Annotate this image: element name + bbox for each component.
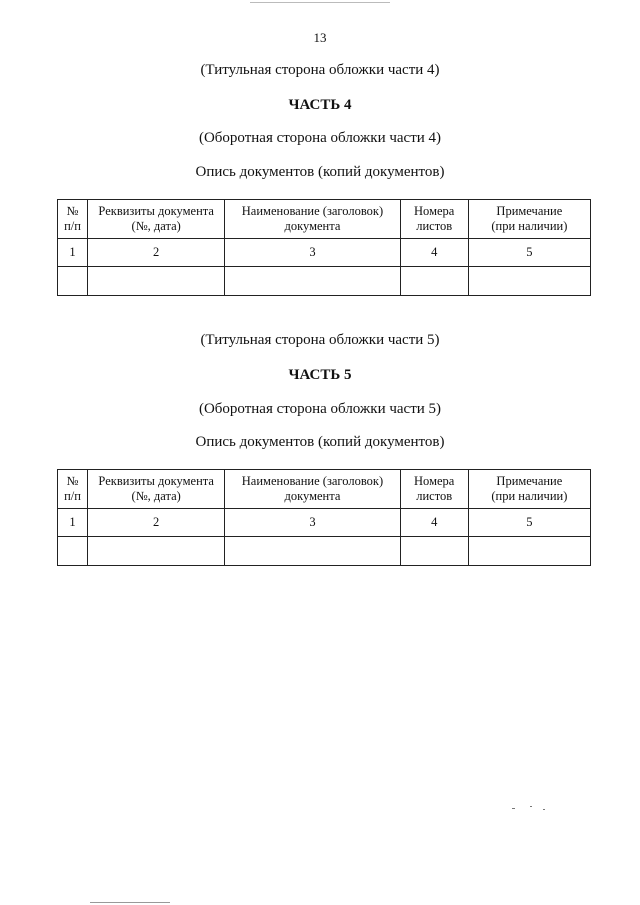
table-cell: 4 [400, 239, 468, 267]
inventory-table [57, 199, 591, 296]
header-cell-name: Наименование (заголовок) документа [225, 470, 400, 509]
table-cell: 4 [400, 509, 468, 537]
table-cell: 2 [88, 239, 225, 267]
header-cell-name: Наименование (заголовок) документа [225, 200, 400, 239]
table-cell [58, 537, 88, 566]
inventory-title: Опись документов (копий документов) [195, 434, 445, 450]
scan-mark [543, 809, 545, 810]
table-cell [225, 537, 400, 566]
header-cell-requisites: Реквизиты документа (№, дата) [88, 470, 225, 509]
table-empty-row [58, 267, 591, 296]
scan-mark [90, 902, 170, 903]
part-heading: ЧАСТЬ 5 [288, 367, 352, 383]
back-side-caption: (Оборотная сторона обложки части 4) [198, 130, 442, 146]
header-cell-sheets: Номера листов [400, 200, 468, 239]
scan-mark [512, 808, 515, 809]
inventory-title: Опись документов (копий документов) [195, 164, 445, 180]
title-side-caption: (Титульная сторона обложки части 4) [200, 62, 440, 78]
page-number: 13 [313, 30, 327, 45]
table-cell: 5 [468, 239, 590, 267]
header-cell-sheets: Номера листов [400, 470, 468, 509]
table-cell [88, 537, 225, 566]
table-cell: 5 [468, 509, 590, 537]
back-side-caption: (Оборотная сторона обложки части 5) [198, 401, 442, 417]
header-cell-requisites: Реквизиты документа (№, дата) [88, 200, 225, 239]
table-cell: 1 [58, 239, 88, 267]
table-cell [468, 267, 590, 296]
table-cell: 3 [225, 509, 400, 537]
table-cell [400, 537, 468, 566]
table-cell [400, 267, 468, 296]
table-cell [468, 537, 590, 566]
title-side-caption: (Титульная сторона обложки части 5) [200, 332, 440, 348]
header-cell-note: Примечание (при наличии) [468, 200, 590, 239]
table-numbering-row [58, 509, 591, 537]
table-header-row [58, 470, 591, 509]
header-cell-note: Примечание (при наличии) [468, 470, 590, 509]
inventory-table [57, 469, 591, 566]
table-cell: 3 [225, 239, 400, 267]
table-empty-row [58, 537, 591, 566]
table-numbering-row [58, 239, 591, 267]
table-cell: 1 [58, 509, 88, 537]
header-cell-number: № п/п [58, 470, 88, 509]
part-heading: ЧАСТЬ 4 [288, 97, 352, 113]
header-cell-number: № п/п [58, 200, 88, 239]
scan-mark [250, 2, 390, 3]
scan-mark [530, 806, 532, 807]
table-header-row [58, 200, 591, 239]
table-cell: 2 [88, 509, 225, 537]
table-cell [88, 267, 225, 296]
table-cell [58, 267, 88, 296]
table-cell [225, 267, 400, 296]
